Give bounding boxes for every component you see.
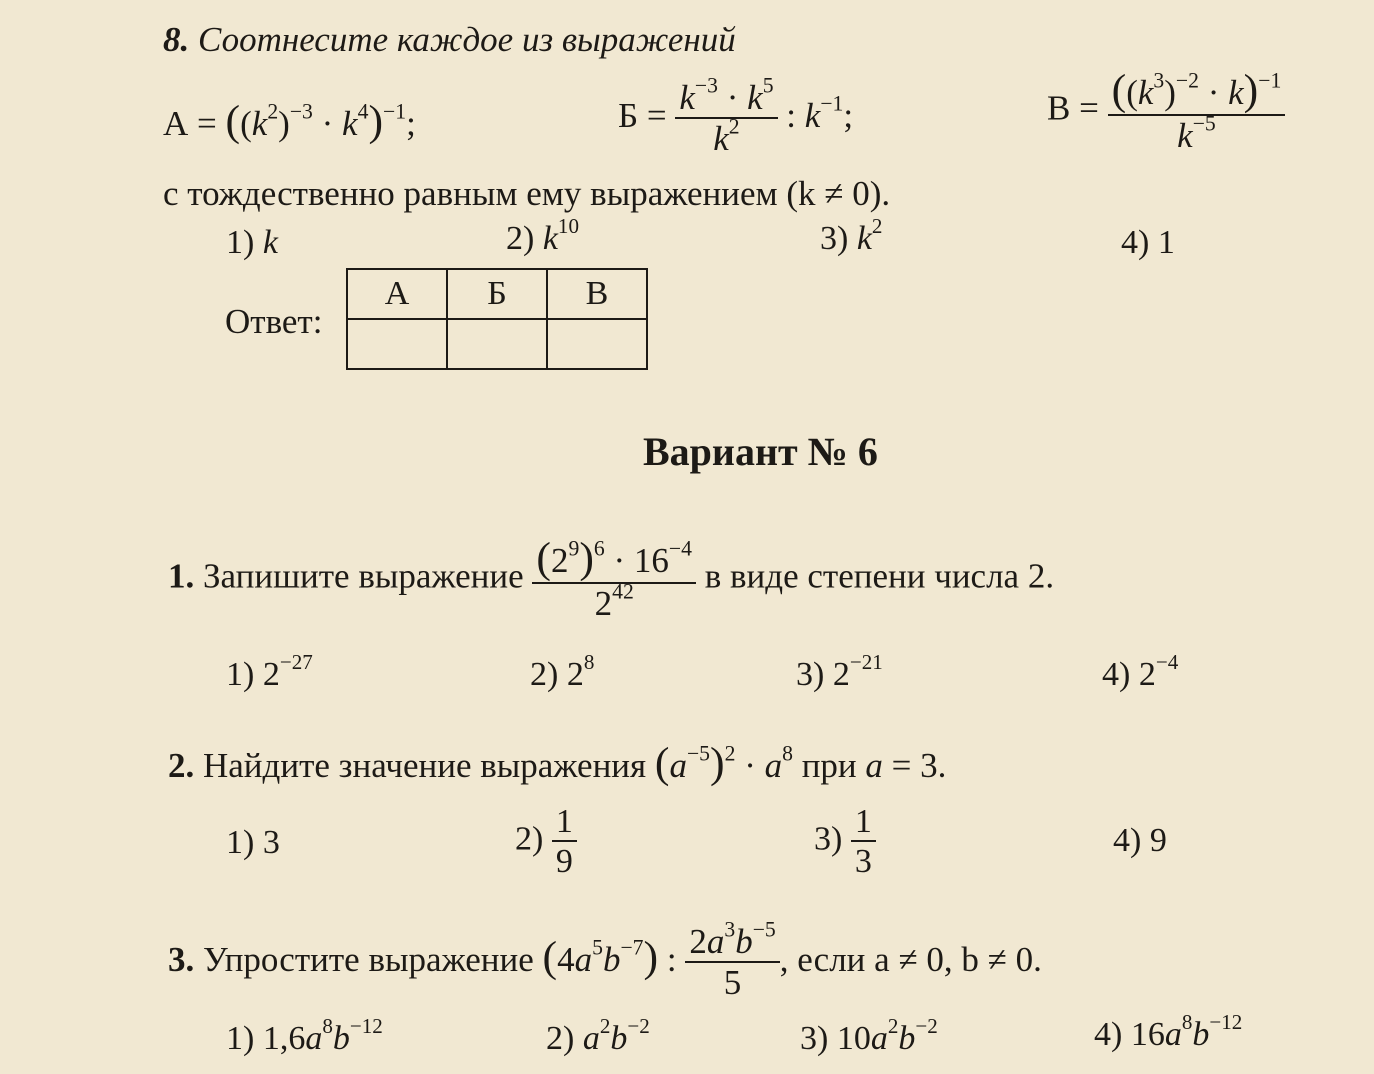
task8-heading [163, 20, 736, 60]
expr-v-fraction: $\frac{((k^3)^{-2} \cdot k)^{-1}}{k^{-5}}$ [1108, 68, 1286, 155]
task1-option-3: 3) $2^{-21}$ [796, 650, 883, 693]
task8-prompt: Соотнесите каждое из выражений [198, 20, 736, 59]
task3-option-4: 4) $16a^8b^{-12}$ [1094, 1010, 1243, 1053]
expr-b-fraction: $\frac{k^{-3} \cdot k^5}{k^2}$ [675, 80, 777, 158]
task2-prompt: Найдите значение выражения [203, 746, 647, 785]
task2-middle: при [801, 746, 857, 785]
answer-cell-b[interactable] [447, 319, 547, 369]
variant-title: Вариант № 6 [643, 429, 878, 474]
task1-option-4: 4) $2^{-4}$ [1102, 650, 1179, 693]
task2-option-1: 1) 3 [226, 824, 280, 861]
task8-answer-label: Ответ: [225, 302, 323, 341]
task8-answer-table [346, 268, 648, 370]
task8-option-4: 4) 1 [1121, 224, 1175, 261]
answer-table-header-row [347, 269, 647, 319]
expr-b-label: Б [618, 95, 639, 135]
task2-number: 2. [168, 746, 195, 785]
expr-v-label: В [1047, 88, 1071, 128]
answer-header-a: А [347, 269, 447, 319]
answer-cell-a[interactable] [347, 319, 447, 369]
task3-number: 3. [168, 939, 195, 979]
task8-expression-a: $А = ((k^2)^{-3} \cdot k^4)^{-1}$; [163, 97, 416, 145]
expr-a-label: А [163, 104, 189, 143]
task1-number: 1. [168, 556, 195, 596]
task3-fraction: $\frac{2a^3b^{-5}}{5}$ [685, 924, 779, 1002]
task3-line: 3. Упростите выражение $(4a^5b^{-7})$ : $\frac{2a^3b^{-5}}{5}$ , если a ≠ 0, b ≠ 0. [168, 917, 1042, 1002]
task2-option-4: 4) 9 [1113, 822, 1167, 859]
answer-table-input-row [347, 319, 647, 369]
task3-option-2: 2) $a^2b^{-2}$ [546, 1014, 650, 1057]
task1-option-1: 1) $2^{-27}$ [226, 650, 313, 693]
task8-suffix: с тождественно равным ему выражением (k ≠ 0). [163, 174, 891, 213]
task3-suffix: , если a ≠ 0, b ≠ 0. [779, 939, 1042, 979]
task2-option-2: 2) $\frac{1}{9}$ [515, 804, 577, 879]
task8-number: 8. [163, 20, 190, 59]
task8-expression-b: Б = $\frac{k^{-3} \cdot k^5}{k^2}$ : $k^{-1}$; [618, 73, 854, 158]
task8-expression-v: В = $\frac{((k^3)^{-2} \cdot k)^{-1}}{k^{-5}}$ [1047, 68, 1285, 155]
task3-option-1: 1) $1,6a^8b^{-12}$ [226, 1014, 383, 1057]
task3-prompt: Упростите выражение [203, 939, 534, 979]
task8-option-3: 3) $k^2$ [820, 214, 883, 257]
task8-option-2: 2) $k^{10}$ [506, 214, 579, 257]
answer-cell-v[interactable] [547, 319, 647, 369]
answer-header-b: Б [447, 269, 547, 319]
task1-option-2: 2) $2^8$ [530, 650, 595, 693]
task1-suffix: в виде степени числа 2. [704, 556, 1055, 596]
task2-line: 2. Найдите значение выражения $(a^{-5})^2 \cdot a^8$ при a = 3. [168, 739, 947, 787]
answer-header-v: В [547, 269, 647, 319]
task2-option-3: 3) $\frac{1}{3}$ [814, 804, 876, 879]
task1-fraction: $\frac{(2^9)^6 \cdot 16^{-4}}{2^{42}}$ [532, 536, 696, 623]
task3-option-3: 3) $10a^2b^{-2}$ [800, 1014, 938, 1057]
task1-prompt: Запишите выражение [203, 556, 524, 596]
task1-line [168, 536, 1054, 623]
task8-option-1: 1) k [226, 224, 278, 261]
